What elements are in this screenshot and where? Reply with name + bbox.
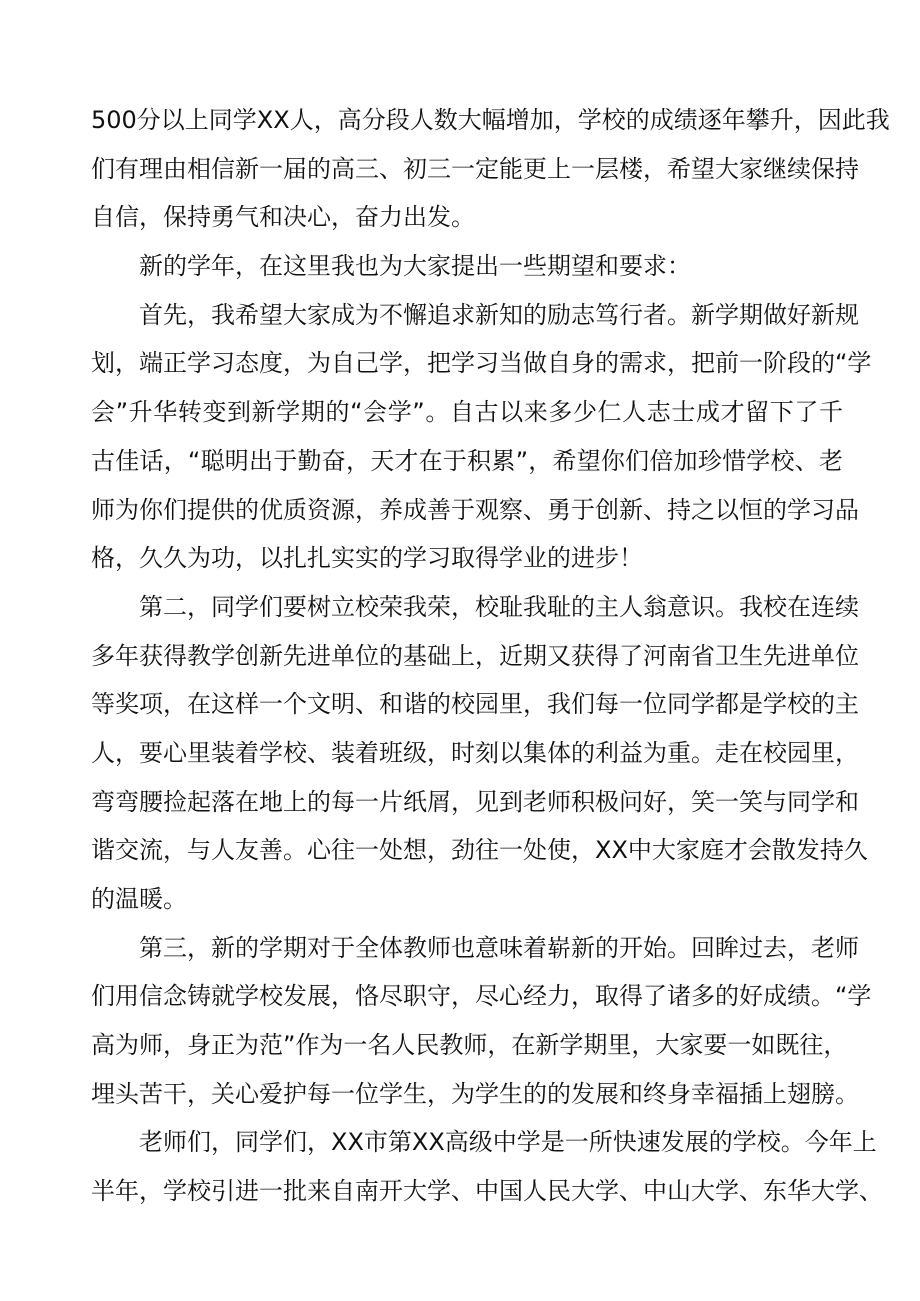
text-line: 谐交流，与人友善。心往一处想，劲往一处使，XX中大家庭才会散发持久 [91, 836, 868, 865]
text-line: 新的学年，在这里我也为大家提出一些期望和要求： [139, 252, 691, 281]
text-line: 们用信念铸就学校发展，恪尽职守，尽心经力，取得了诸多的好成绩。“学 [91, 982, 872, 1011]
paragraph-second [91, 583, 868, 924]
text-line: 格，久久为功，以扎扎实实的学习取得学业的进步！ [91, 544, 643, 573]
text-line: 第二，同学们要树立校荣我荣，校耻我耻的主人翁意识。我校在连续 [139, 592, 859, 621]
text-line: 弯弯腰捡起落在地上的每一片纸屑，见到老师积极问好，笑一笑与同学和 [91, 787, 859, 816]
text-line: 们有理由相信新一届的高三、初三一定能更上一层楼，希望大家继续保持 [91, 154, 859, 183]
text-line: 自信，保持勇气和决心，奋力出发。 [91, 203, 475, 232]
document-body [91, 96, 890, 1216]
text-line: 人，要心里装着学校、装着班级，时刻以集体的利益为重。走在校园里， [91, 738, 859, 767]
paragraph-intro [91, 242, 843, 291]
text-line: 首先，我希望大家成为不懈追求新知的励志笃行者。新学期做好新规 [139, 300, 859, 329]
text-line: 多年获得教学创新先进单位的基础上，近期又获得了河南省卫生先进单位 [91, 641, 859, 670]
paragraph-first [91, 291, 872, 583]
text-line: 第三，新的学期对于全体教师也意味着崭新的开始。回眸过去，老师 [139, 933, 859, 962]
text-line: 会”升华转变到新学期的“会学”。自古以来多少仁人志士成才留下了千 [91, 398, 843, 427]
text-line: 师为你们提供的优质资源，养成善于观察、勇于创新、持之以恒的学习品 [91, 495, 859, 524]
text-line: 500分以上同学XX人，高分段人数大幅增加，学校的成绩逐年攀升，因此我 [91, 106, 890, 134]
text-line: 老师们，同学们，XX市第XX高级中学是一所快速发展的学校。今年上 [139, 1128, 877, 1157]
text-line: 等奖项，在这样一个文明、和谐的校园里，我们每一位同学都是学校的主 [91, 690, 859, 719]
paragraph-continuation [91, 96, 890, 242]
paragraph-closing [91, 1118, 883, 1215]
text-line: 半年，学校引进一批来自南开大学、中国人民大学、中山大学、东华大学、 [91, 1177, 883, 1206]
text-line: 的温暖。 [91, 885, 187, 913]
text-line: 古佳话，“聪明出于勤奋，天才在于积累”，希望你们倍加珍惜学校、老 [91, 446, 843, 475]
text-line: 划，端正学习态度，为自己学，把学习当做自身的需求，把前一阶段的“学 [91, 349, 872, 378]
text-line: 埋头苦干，关心爱护每一位学生，为学生的的发展和终身幸福插上翅膀。 [91, 1079, 859, 1108]
paragraph-third [91, 924, 872, 1119]
text-line: 高为师，身正为范”作为一名人民教师，在新学期里，大家要一如既往， [91, 1031, 848, 1060]
